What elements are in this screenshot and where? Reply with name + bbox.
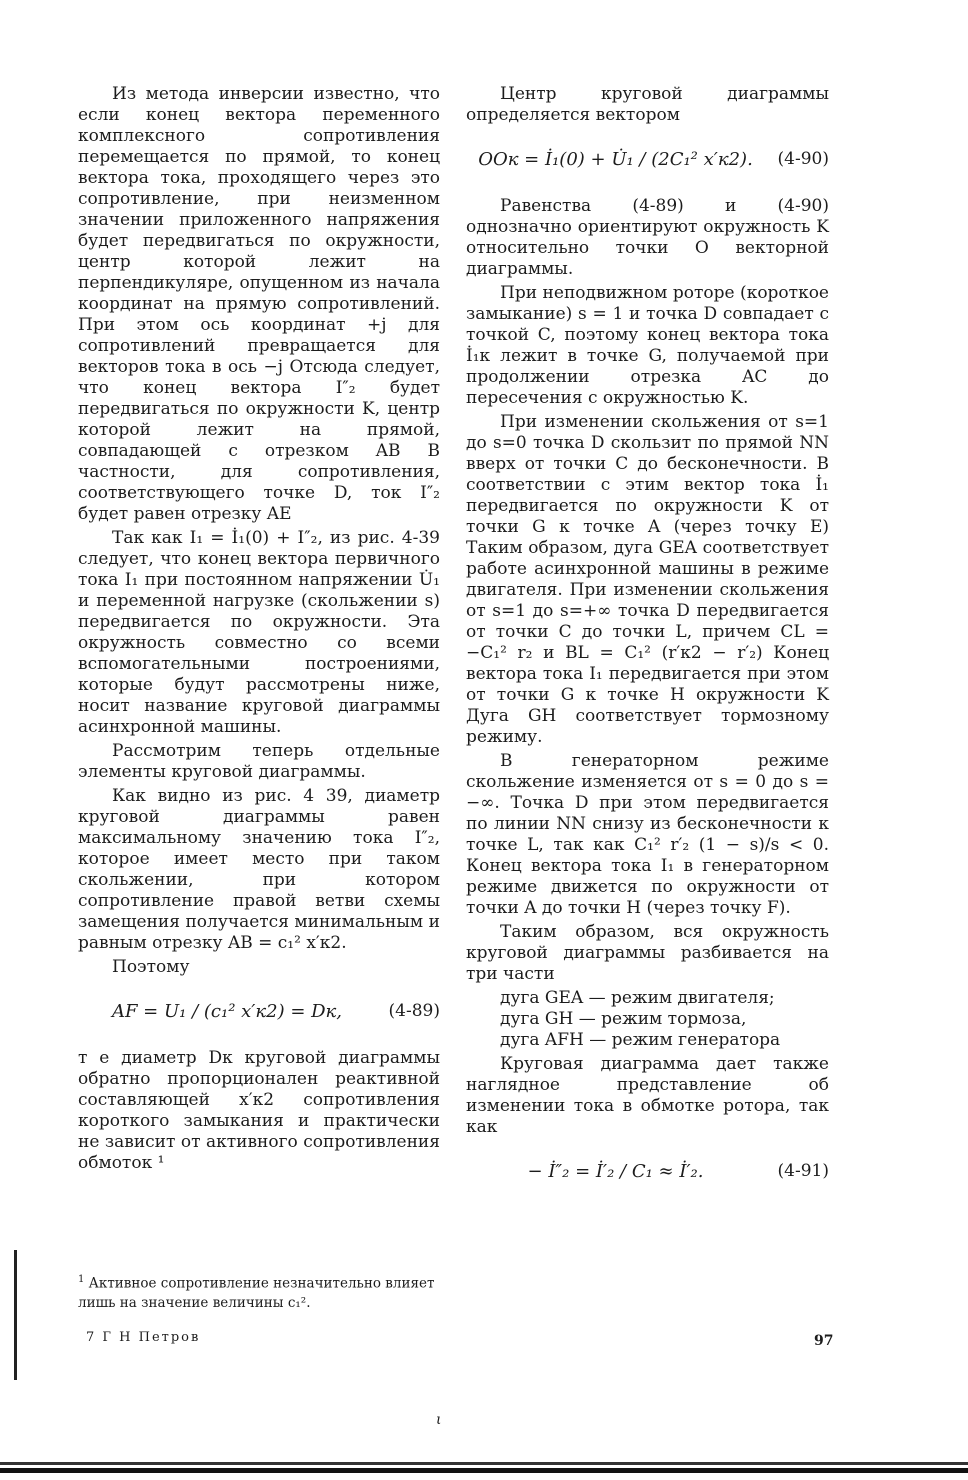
equation-4-90-expr: OOк = İ₁(0) + U̇₁ / (2C₁² x′к2). xyxy=(478,148,753,170)
equation-4-90 xyxy=(466,136,829,182)
page-number: 97 xyxy=(814,1333,834,1349)
paragraph-therefore: Поэтому xyxy=(112,957,190,977)
equation-4-89-expr: AF = U₁ / (c₁² x′к2) = Dк, xyxy=(111,1000,343,1022)
scan-edge-bottom-shadow xyxy=(0,1468,968,1473)
footnote xyxy=(78,1270,448,1313)
equation-4-89 xyxy=(78,988,440,1034)
paragraph-diameter: Как видно из рис. 4 39, диаметр круговой диаграммы равен максимальному значению тока I″₂, которое имеет место при таком скольжении, при котором сопротивление правой ветви схемы замещения получается минимальным и равным отрезку AB = c₁² x′к2. xyxy=(78,786,440,953)
paragraph-orientation: Равенства (4-89) и (4-90) однозначно ориентируют окружность K относительно точки O векторной диаграммы. xyxy=(466,196,829,279)
paragraph-diameter-meaning: т е диаметр Dк круговой диаграммы обратно пропорционален реактивной составляющей x′к2 сопротивления короткого замыкания и практически не зависит от активного сопротивления обмоток ¹ xyxy=(78,1048,440,1173)
scan-mark: ι xyxy=(436,1412,442,1428)
arc-motor: дуга GEA — режим двигателя; xyxy=(500,988,775,1008)
arcs-list xyxy=(466,988,829,1051)
paragraph-elements: Рассмотрим теперь отдельные элементы круговой диаграммы. xyxy=(78,741,440,782)
equation-4-91-number: (4-91) xyxy=(777,1160,829,1181)
signature-mark: 7 Г Н Петров xyxy=(86,1330,201,1345)
equation-4-89-number: (4-89) xyxy=(388,1000,440,1021)
paragraph-three-parts: Таким образом, вся окружность круговой диаграммы разбивается на три части xyxy=(466,922,829,984)
scan-edge-left xyxy=(14,1250,17,1380)
paragraph-generator: В генераторном режиме скольжение изменяется от s = 0 до s = −∞. Точка D при этом передвигается по линии NN снизу из бесконечности к точке L, так как C₁² r′₂ (1 − s)/s < 0. Конец вектора тока I₁ в генераторном режиме движется по окружности от точки A до точки H (через точку F). xyxy=(466,751,829,918)
paragraph-short-circuit: При неподвижном роторе (короткое замыкание) s = 1 и точка D совпадает с точкой C, поэтому конец вектора тока İ₁к лежит в точке G, получаемой при продолжении отрезка AC до пересечения с окружностью K. xyxy=(466,283,829,408)
arc-brake: дуга GH — режим тормоза, xyxy=(500,1009,747,1029)
footnote-text: Активное сопротивление незначительно влияет лишь на значение величины c₁². xyxy=(78,1275,435,1311)
scan-edge-bottom xyxy=(0,1462,968,1465)
paragraph-center: Центр круговой диаграммы определяется вектором xyxy=(466,84,829,125)
paragraph-rotor-current: Круговая диаграмма дает также наглядное представление об изменении тока в обмотке ротора, так как xyxy=(466,1054,829,1137)
left-column xyxy=(78,84,440,1177)
right-column xyxy=(466,84,829,1208)
footnote-mark: 1 xyxy=(78,1274,85,1285)
paragraph-inversion: Из метода инверсии известно, что если конец вектора переменного комплексного сопротивления перемещается по прямой, то конец вектора тока, проходящего через это сопротивление, при неизменном значении приложенного напряжения будет передвигаться по окружности, центр которой лежит на перпендикуляре, опущенном из начала координат на прямую сопротивлений. При этом ось координат +j для сопротивлений превращается для векторов тока в ось −j Отсюда следует, что конец вектора I″₂ будет передвигаться по окружности K, центр которой лежит на прямой, совпадающей с отрезком AB В частности, для сопротивления, соответствующего точке D, ток I″₂ будет равен отрезку AE xyxy=(78,84,440,524)
equation-4-91-expr: − İ″₂ = İ′₂ / C₁ ≈ İ′₂. xyxy=(527,1160,704,1182)
equation-4-90-number: (4-90) xyxy=(777,148,829,169)
arc-generator: дуга AFH — режим генератора xyxy=(500,1030,781,1050)
paragraph-circle-diagram: Так как I₁ = İ₁(0) + I″₂, из рис. 4-39 следует, что конец вектора первичного тока I₁ при постоянном напряжении U̇₁ и переменной нагрузке (скольжении s) передвигается по окружности. Эта окружность совместно со всеми вспомогательными построениями, которые будут рассмотрены ниже, носит название круговой диаграммы асинхронной машины. xyxy=(78,528,440,737)
paragraph-slip-change: При изменении скольжения от s=1 до s=0 точка D скользит по прямой NN вверх от точки C до бесконечности. В соответствии с этим вектор тока İ₁ передвигается по окружности K от точки G к точке A (через точку E) Таким образом, дуга GEA соответствует работе асинхронной машины в режиме двигателя. При изменении скольжения от s=1 до s=+∞ точка D передвигается от точки C до точки L, причем CL = −C₁² r₂ и BL = C₁² (r′к2 − r′₂) Конец вектора тока I₁ передвигается при этом от точки G к точке H окружности K Дуга GH соответствует тормозному режиму. xyxy=(466,412,829,747)
equation-4-91 xyxy=(466,1148,829,1194)
